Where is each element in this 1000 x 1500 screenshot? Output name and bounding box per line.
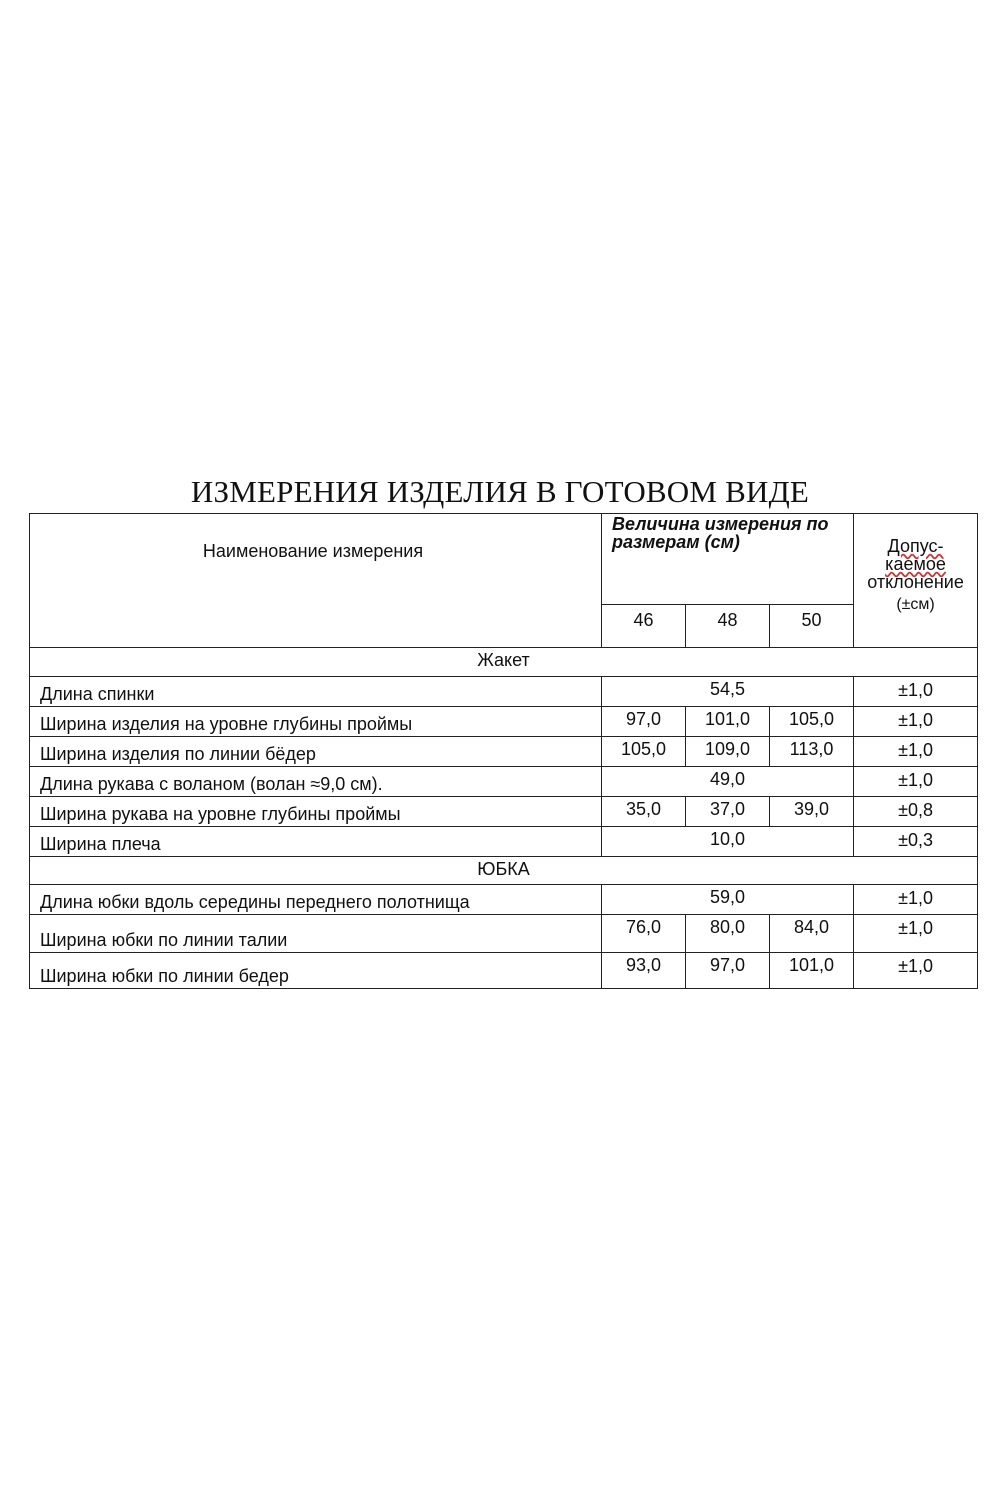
measurement-label: Длина спинки (30, 677, 602, 707)
measurement-label: Ширина плеча (30, 827, 602, 857)
measurement-value: 97,0 (602, 707, 686, 737)
header-row (30, 514, 978, 605)
measurement-label: Ширина юбки по линии талии (30, 915, 602, 953)
measurement-value: 80,0 (686, 915, 770, 953)
measurement-value: 59,0 (602, 885, 854, 915)
measurement-value: 113,0 (770, 737, 854, 767)
table-row (30, 915, 978, 953)
tolerance-value: ±1,0 (854, 953, 978, 989)
measurement-value: 35,0 (602, 797, 686, 827)
table-row (30, 885, 978, 915)
measurement-value: 84,0 (770, 915, 854, 953)
size-header-50: 50 (770, 605, 854, 648)
tolerance-value: ±1,0 (854, 707, 978, 737)
size-values-header: Величина измерения по размерам (см) (602, 514, 854, 605)
section-row-jacket (30, 648, 978, 677)
tolerance-header: Допус- каемое отклонение (±см) (854, 514, 978, 648)
measurement-value: 101,0 (686, 707, 770, 737)
measurement-label: Ширина изделия по линии бёдер (30, 737, 602, 767)
measurement-label: Длина рукава с воланом (волан ≈9,0 см). (30, 767, 602, 797)
tolerance-value: ±1,0 (854, 677, 978, 707)
measurement-label: Ширина юбки по линии бедер (30, 953, 602, 989)
table-row (30, 953, 978, 989)
table-row (30, 677, 978, 707)
measurement-value: 105,0 (770, 707, 854, 737)
tolerance-value: ±1,0 (854, 885, 978, 915)
measurement-value: 93,0 (602, 953, 686, 989)
measurement-value: 97,0 (686, 953, 770, 989)
measurement-value: 39,0 (770, 797, 854, 827)
measurement-value: 105,0 (602, 737, 686, 767)
tolerance-value: ±1,0 (854, 767, 978, 797)
tolerance-value: ±1,0 (854, 737, 978, 767)
tolerance-value: ±0,3 (854, 827, 978, 857)
measurement-value: 10,0 (602, 827, 854, 857)
measurement-name-header: Наименование измерения (30, 514, 602, 648)
measurement-value: 76,0 (602, 915, 686, 953)
size-header-48: 48 (686, 605, 770, 648)
table-row (30, 827, 978, 857)
size-header-46: 46 (602, 605, 686, 648)
tolerance-value: ±0,8 (854, 797, 978, 827)
table-row (30, 707, 978, 737)
measurement-label: Ширина изделия на уровне глубины проймы (30, 707, 602, 737)
measurement-label: Ширина рукава на уровне глубины проймы (30, 797, 602, 827)
measurement-value: 49,0 (602, 767, 854, 797)
table-row (30, 767, 978, 797)
section-row-skirt (30, 857, 978, 885)
document-title: ИЗМЕРЕНИЯ ИЗДЕЛИЯ В ГОТОВОМ ВИДЕ (190, 474, 810, 509)
table-row (30, 737, 978, 767)
section-title: Жакет (30, 648, 978, 677)
section-title: ЮБКА (30, 857, 978, 885)
measurement-value: 109,0 (686, 737, 770, 767)
table-row (30, 797, 978, 827)
measurement-value: 101,0 (770, 953, 854, 989)
tolerance-value: ±1,0 (854, 915, 978, 953)
measurement-value: 37,0 (686, 797, 770, 827)
measurement-label: Длина юбки вдоль середины переднего полотнища (30, 885, 602, 915)
measurements-table (29, 513, 978, 989)
measurement-value: 54,5 (602, 677, 854, 707)
